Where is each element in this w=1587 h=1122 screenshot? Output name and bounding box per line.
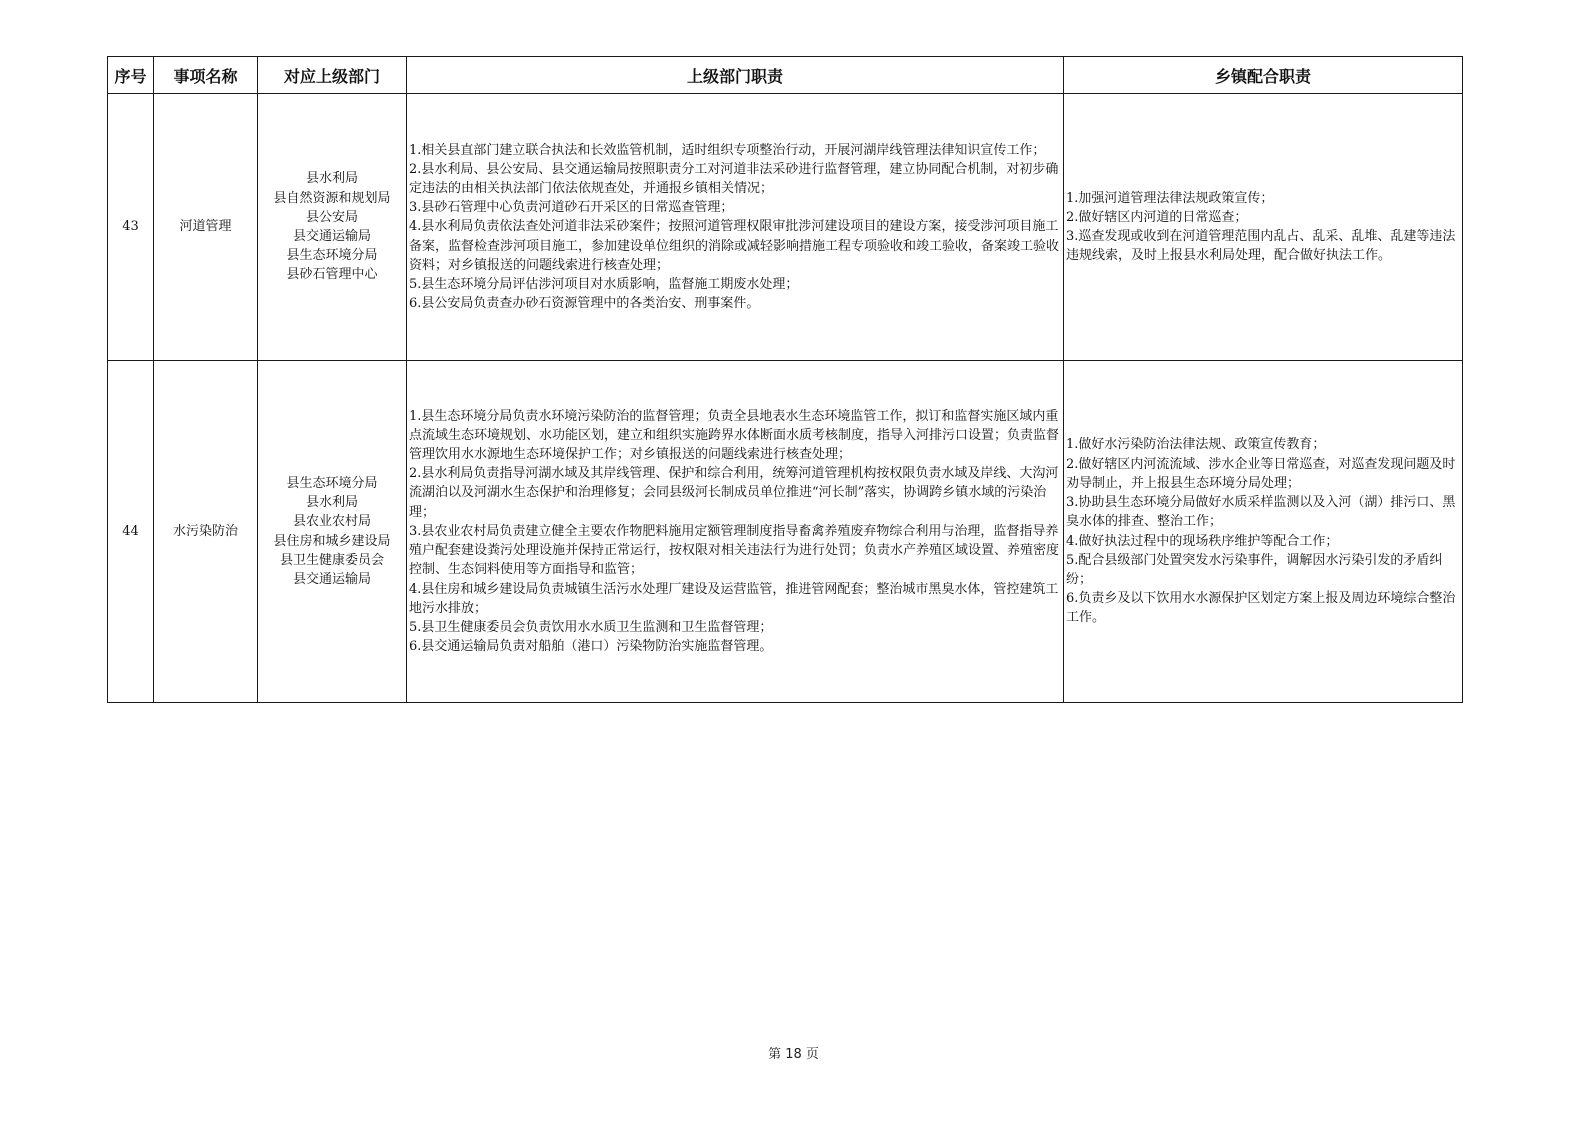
town-responsibility-item: 1.做好水污染防治法律法规、政策宣传教育；: [1066, 437, 1326, 453]
town-responsibility-item: 2.做好辖区内河道的日常巡查；: [1066, 209, 1248, 225]
responsibility-table: [107, 56, 1463, 703]
town-responsibility-item: 4.做好执法过程中的现场秩序维护等配合工作；: [1066, 533, 1339, 549]
row-upper-responsibilities: [407, 94, 1064, 361]
header-town-responsibility: 乡镇配合职责: [1064, 57, 1463, 94]
upper-responsibility-item: 4.县水利局负责依法查处河道非法采砂案件；按照河道管理权限审批涉河建设项目的建设方案，接受涉河项目施工备案，监督检查涉河项目施工，参加建设单位组织的消除或减轻影响措施工程专项验收和竣工验收，备案竣工验收资料；对乡镇报送的问题线索进行核查处理；: [409, 219, 1060, 273]
header-upper-department: 对应上级部门: [258, 57, 407, 94]
upper-responsibility-item: 6.县公安局负责查办砂石资源管理中的各类治安、刑事案件。: [409, 296, 760, 312]
department-name: 县自然资源和规划局: [273, 190, 391, 206]
department-name: 县交通运输局: [292, 571, 371, 587]
department-name: 县交通运输局: [292, 229, 371, 244]
town-responsibility-item: 5.配合县级部门处置突发水污染事件，调解因水污染引发的矛盾纠纷；: [1066, 552, 1443, 587]
town-responsibility-item: 3.协助县生态环境分局做好水质采样监测以及入河（湖）排污口、黑臭水体的排查、整治工作；: [1066, 495, 1456, 530]
table-row: [108, 94, 1463, 361]
town-responsibility-item: 3.巡查发现或收到在河道管理范围内乱占、乱采、乱堆、乱建等违法违规线索，及时上报县水利局处理，配合做好执法工作。: [1066, 229, 1456, 264]
row-item-name: 河道管理: [154, 94, 258, 361]
upper-responsibility-item: 2.县水利局负责指导河湖水域及其岸线管理、保护和综合利用，统筹河道管理机构按权限负责水域及岸线、大沟河流湖泊以及河湖水生态保护和治理修复；会同县级河长制成员单位推进“河长制”落实，协调跨乡镇水域的污染治理；: [409, 466, 1059, 520]
responsibility-table-container: [107, 56, 1462, 703]
upper-responsibility-item: 4.县住房和城乡建设局负责城镇生活污水处理厂建设及运营监管，推进管网配套；整治城市黑臭水体，管控建筑工地污水排放；: [409, 581, 1059, 616]
table-header-row: [108, 57, 1463, 94]
row-upper-responsibilities: [407, 361, 1064, 703]
department-name: 县生态环境分局: [286, 248, 378, 264]
upper-responsibility-item: 3.县砂石管理中心负责河道砂石开采区的日常巡查管理；: [409, 200, 734, 216]
upper-responsibility-item: 6.县交通运输局负责对船舶（港口）污染物防治实施监督管理。: [409, 639, 773, 655]
town-responsibility-item: 1.加强河道管理法律法规政策宣传；: [1066, 190, 1274, 206]
department-name: 县生态环境分局: [286, 475, 378, 491]
upper-responsibility-item: 5.县生态环境分局评估涉河项目对水质影响，监督施工期废水处理；: [409, 277, 799, 292]
table-row: [108, 361, 1463, 703]
header-item-name: 事项名称: [154, 57, 258, 94]
upper-responsibility-item: 5.县卫生健康委员会负责饮用水水质卫生监测和卫生监督管理；: [409, 619, 773, 635]
row-item-name: 水污染防治: [154, 361, 258, 703]
row-departments: [258, 361, 407, 703]
upper-responsibility-item: 1.县生态环境分局负责水环境污染防治的监督管理；负责全县地表水生态环境监管工作，拟订和监督实施区域内重点流域生态环境规划、水功能区划，建立和组织实施跨界水体断面水质考核制度，指导入河排污口设置；负责监督管理饮用水水源地生态环境保护工作；对乡镇报送的问题线索进行核查处理；: [409, 408, 1060, 463]
row-departments: [258, 94, 407, 361]
department-name: 县住房和城乡建设局: [273, 533, 391, 549]
row-serial-no: 44: [108, 361, 154, 703]
town-responsibility-item: 6.负责乡及以下饮用水水源保护区划定方案上报及周边环境综合整治工作。: [1066, 591, 1456, 626]
department-name: 县农业农村局: [292, 514, 371, 530]
department-name: 县砂石管理中心: [286, 267, 378, 283]
upper-responsibility-item: 1.相关县直部门建立联合执法和长效监管机制，适时组织专项整治行动，开展河湖岸线管理法律知识宣传工作；: [409, 142, 1046, 158]
header-serial-no: 序号: [108, 57, 154, 94]
department-name: 县水利局: [305, 495, 358, 511]
header-upper-responsibility: 上级部门职责: [407, 57, 1064, 94]
row-serial-no: 43: [108, 94, 154, 361]
upper-responsibility-item: 3.县农业农村局负责建立健全主要农作物肥料施用定额管理制度指导畜禽养殖废弃物综合利用与治理，监督指导养殖户配套建设粪污处理设施并保持正常运行，按权限对相关违法行为进行处罚；负责水产养殖区域设置、养殖密度控制、生态饲料使用等方面指导和监管；: [409, 523, 1060, 578]
department-name: 县水利局: [305, 171, 358, 187]
row-town-responsibilities: [1064, 361, 1463, 703]
upper-responsibility-item: 2.县水利局、县公安局、县交通运输局按照职责分工对河道非法采砂进行监督管理，建立协同配合机制，对初步确定违法的由相关执法部门依法依规查处，并通报乡镇相关情况；: [409, 161, 1059, 196]
department-name: 县卫生健康委员会: [279, 552, 384, 568]
department-name: 县公安局: [305, 209, 358, 225]
page-number: 第 18 页: [768, 1047, 819, 1062]
row-town-responsibilities: [1064, 94, 1463, 361]
town-responsibility-item: 2.做好辖区内河流流域、涉水企业等日常巡查，对巡查发现问题及时劝导制止，并上报县生态环境分局处理；: [1066, 456, 1456, 491]
